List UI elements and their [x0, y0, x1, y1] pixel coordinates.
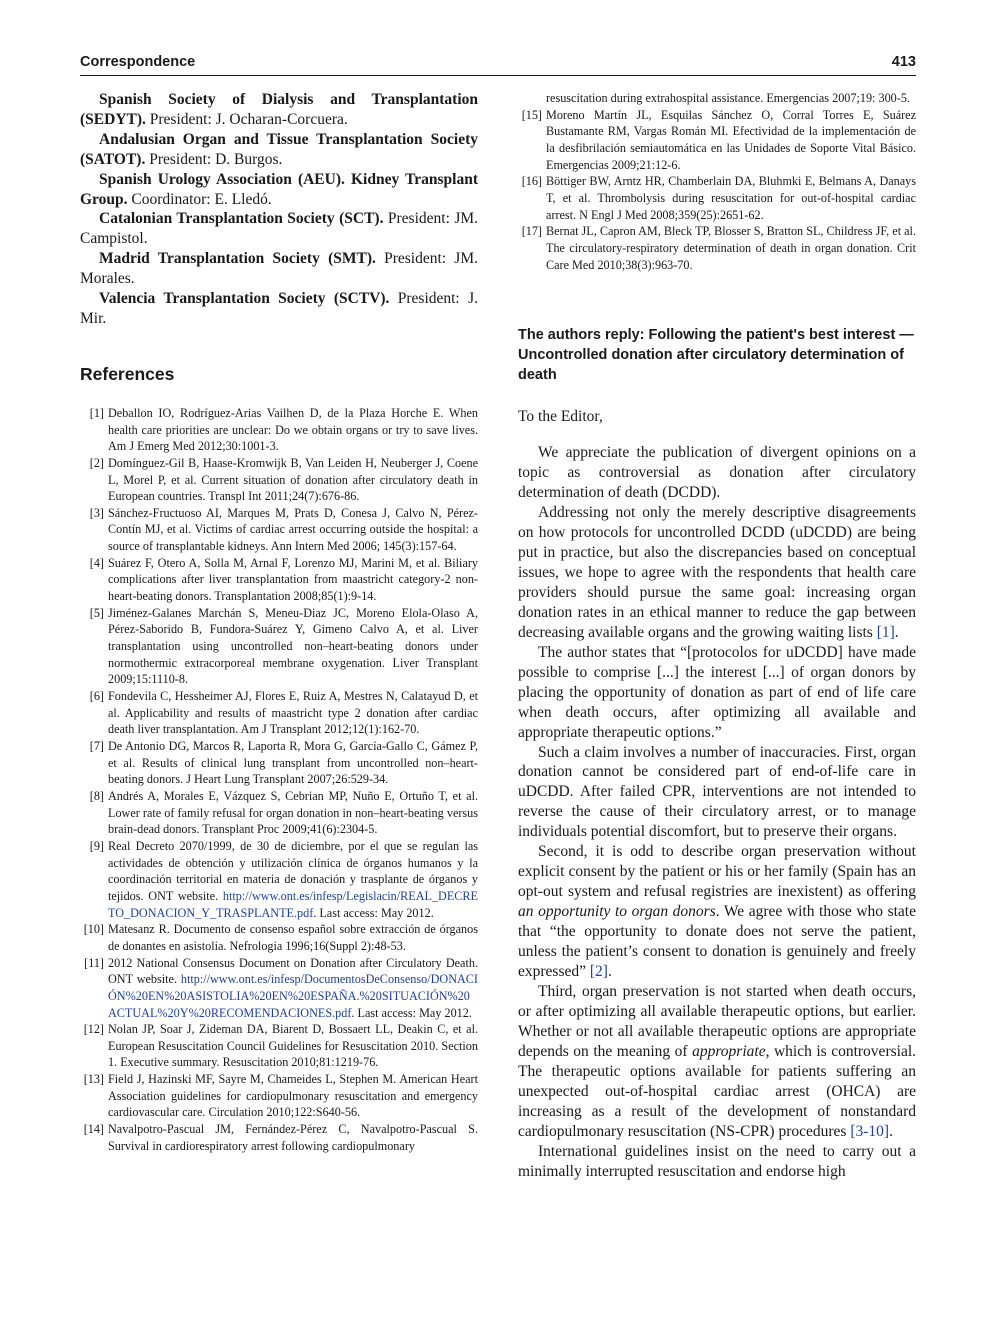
- paragraph-text: Third, organ preservation is not started when death occurs, or after optimizing all available therapeutic options, but earlier. Whether or not all available therapeutic options are appropriate depends on the meaning of: [518, 982, 916, 1060]
- reference-number: [13]: [83, 1072, 104, 1087]
- body-paragraph: We appreciate the publication of divergent opinions on a topic as controversial as donation after circulatory determination of death (DCDD).: [518, 444, 916, 502]
- reference-text: Domínguez-Gil B, Haase-Kromwijk B, Van Leiden H, Neuberger J, Coene L, Morel P, et al. Current situation of donation after circulatory death in European countries. Transpl Int 2011;24(7):676-86.: [108, 455, 478, 504]
- reference-item: [80, 921, 478, 954]
- running-header: [80, 54, 916, 76]
- reference-text: Matesanz R. Documento de consenso español sobre extracción de órganos de donantes en asistolia. Nefrologia 1996;16(Suppl 2):48-53.: [108, 922, 478, 953]
- body-paragraph: International guidelines insist on the need to carry out a minimally interrupted resuscitation and endorse high: [518, 1142, 916, 1180]
- reference-number: [1]: [89, 405, 104, 420]
- reference-number: [7]: [89, 739, 104, 753]
- reference-access: . Last access: May 2012.: [313, 905, 434, 920]
- reference-text: resuscitation during extrahospital assistance. Emergencias 2007;19: 300-5.: [546, 91, 910, 105]
- left-column: [80, 90, 478, 1154]
- reference-text: Jiménez-Galanes Marchán S, Meneu-Diaz JC, Moreno Elola-Olaso A, Pérez-Saborido B, Fundora-Suárez Y, Gimeno Calvo A, et al. Liver transplantation using uncontrolled non–heart-beating donors under normothermic extracorporeal membrane oxygenation. Liver Transplant 2009;15:1110-8.: [108, 605, 478, 687]
- citation-link[interactable]: [2]: [589, 963, 608, 980]
- section-label: Correspondence: [80, 54, 196, 70]
- salutation: To the Editor,: [518, 408, 603, 426]
- reference-item: [80, 1021, 478, 1071]
- society-name: Valencia Transplantation Society (SCTV).: [99, 290, 390, 308]
- reply-body: [518, 443, 916, 1181]
- society-name: Spanish Urology Association (AEU). Kidney Transplant Group.: [80, 170, 478, 208]
- reference-number: [6]: [89, 689, 104, 704]
- reference-text: Deballon IO, Rodríguez-Arias Vailhen D, de la Plaza Horche E. When health care priorities are unclear: Do we obtain organs or try to save lives. Am J Emerg Med 2012;30:1001-3.: [108, 405, 478, 454]
- reference-number: [9]: [89, 838, 104, 853]
- reference-list: [80, 405, 478, 1155]
- society-name: Spanish Society of Dialysis and Transplantation (SEDYT).: [80, 91, 478, 128]
- reference-item: [80, 955, 478, 1022]
- reference-item: [518, 223, 916, 273]
- society-name: Catalonian Transplantation Society (SCT).: [99, 210, 384, 228]
- body-paragraph: Second, it is odd to describe organ preservation without explicit consent by the patient or his or her family (Spain has an opt-out system and refusal registries are inexistent) as offering an opportunity to organ donors. We agree with those who state that “the opportunity to donate does not serve the patient, unless the patient’s consent to donation is genuinely and freely expressed” [2].: [518, 843, 916, 980]
- reference-item: [80, 505, 478, 555]
- society-role: Coordinator: E. Lledó.: [131, 190, 272, 208]
- society-entry: [80, 90, 478, 130]
- emphasis-text: appropriate: [692, 1042, 766, 1060]
- reference-item: [80, 555, 478, 605]
- reference-text: Nolan JP, Soar J, Zideman DA, Biarent D, Bossaert LL, Deakin C, et al. European Resuscitation Council Guidelines for Resuscitation 2010. Section 1. Executive summary. Resuscitation 2010;81:1219-76.: [108, 1022, 478, 1070]
- society-role: President: J. Mir.: [80, 290, 478, 327]
- reference-text: Andrés A, Morales E, Vázquez S, Cebrian MP, Nuño E, Ortuño T, et al. Lower rate of family refusal for organ donation in non–heart-beating versus brain-dead donors. Transplant Proc 2009;41(6):2304-5.: [108, 788, 478, 837]
- body-paragraph: The author states that “[protocolos for uDCDD] have made possible to comprise [...] the interest [...] of organ donors by placing the opportunity of donation as part of end of life care when death occurs, after optimizing all available and appropriate therapeutic options.”: [518, 643, 916, 741]
- reply-title: The authors reply: Following the patient's best interest — Uncontrolled donation after circulatory determination of death: [518, 327, 914, 384]
- paragraph-text: Addressing not only the merely descriptive disagreements on how protocols for uncontrolled DCDD (uDCDD) are being put in practice, but also the discrepancies based on conceptual issues, we hope to agree with the respondents that health care providers should pursue the same goal: increasing organ donation rates in an ethical manner to reduce the gap between decreasing available organs and the growing waiting lists: [518, 504, 916, 641]
- reference-number: [15]: [521, 107, 542, 122]
- reference-number: [10]: [83, 922, 104, 937]
- reference-item: [80, 405, 478, 455]
- reference-text: Bernat JL, Capron AM, Bleck TP, Blosser S, Bratton SL, Childress JF, et al. The circulatory-respiratory determination of death in organ donation. Crit Care Med 2010;38(3):963-70.: [546, 224, 916, 272]
- body-paragraph: Such a claim involves a number of inaccuracies. First, organ donation cannot be considered part of end-of-life care in uDCDD. After failed CPR, interventions are not intended to reverse the cause of their circulatory arrest, or to manage individuals potential discomfort, but to preserve their organs.: [518, 743, 916, 841]
- society-entry: [80, 249, 478, 289]
- reference-number: [11]: [84, 955, 104, 970]
- society-entry: [80, 130, 478, 170]
- society-role: President: J. Ocharan-Corcuera.: [149, 110, 348, 128]
- paragraph-text: Second, it is odd to describe organ preservation without explicit consent by the patient or his or her family (Spain has an opt-out system and refusal registries are inexistent) as offering: [518, 843, 916, 901]
- reference-text: De Antonio DG, Marcos R, Laporta R, Mora G, García-Gallo C, Gámez P, et al. Results of clinical lung transplant from uncontrolled non–heart-beating donors. J Heart Lung Transplant 2007;26:529-34.: [108, 739, 478, 787]
- reference-item: [80, 688, 478, 738]
- reference-number: [16]: [521, 174, 542, 189]
- reference-item: [80, 605, 478, 688]
- reference-access: . Last access: May 2012.: [351, 1005, 472, 1020]
- citation-link[interactable]: [1]: [876, 623, 895, 641]
- reference-number: [14]: [83, 1122, 104, 1137]
- paragraph-text: , which is controversial. The therapeutic options available for patients suffering an unexpected out-of-hospital cardiac arrest (OHCA) are increasing as a result of the development of nonstandard cardiopulmonary resuscitation (NS-CPR) procedures: [518, 1042, 917, 1140]
- reference-text: Sánchez-Fructuoso AI, Marques M, Prats D, Conesa J, Calvo N, Pérez-Contín MJ, et al. Victims of cardiac arrest occurring outside the hospital: a source of transplantable kidneys. Ann Intern Med 2006; 145(3):157-64.: [108, 505, 478, 554]
- society-list: [80, 90, 478, 329]
- body-paragraph: Third, organ preservation is not started when death occurs, or after optimizing all available therapeutic options, but earlier. Whether or not all available therapeutic options are appropriate depends on the meaning of appropriate, which is controversial. The therapeutic options available for patients suffering an unexpected out-of-hospital cardiac arrest (OHCA) are increasing as a result of the development of nonstandard cardiopulmonary resuscitation (NS-CPR) procedures [3-10].: [518, 982, 917, 1140]
- reference-item-continued: [518, 90, 916, 107]
- reference-number: [12]: [83, 1022, 104, 1037]
- society-name: Andalusian Organ and Tissue Transplantation Society (SATOT).: [80, 130, 478, 168]
- reference-item: [518, 107, 916, 174]
- society-role: President: JM. Campistol.: [80, 210, 479, 248]
- page-number: 413: [891, 54, 916, 70]
- reference-text: Böttiger BW, Arntz HR, Chamberlain DA, Bluhmki E, Belmans A, Danays T, et al. Thrombolysis during resuscitation for out-of-hospital cardiac arrest. N Engl J Med 2008;359(25):2651-62.: [546, 174, 916, 222]
- citation-link[interactable]: [3-10]: [850, 1122, 890, 1140]
- reference-number: [8]: [89, 788, 104, 803]
- reference-text: Navalpotro-Pascual JM, Fernández-Pérez C, Navalpotro-Pascual S. Survival in cardiorespiratory arrest following cardiopulmonary: [108, 1122, 478, 1153]
- right-column: [518, 90, 916, 1181]
- reference-link[interactable]: http://www.ont.es/infesp/DocumentosDeConsenso/DONACIÓN%20EN%20ASISTOLIA%20EN%20ESPAÑA.%20SITUACIÓN%20ACTUAL%20Y%20RECOMENDACIONES.pdf: [108, 972, 478, 1020]
- reference-number: [3]: [89, 505, 104, 520]
- reference-text: Field J, Hazinski MF, Sayre M, Chameides L, Stephen M. American Heart Association guidelines for cardiopulmonary resuscitation and emergency cardiovascular care. Circulation 2010;122:S640-56.: [108, 1072, 478, 1120]
- references-heading: References: [80, 363, 175, 384]
- reference-item: [80, 838, 478, 921]
- reference-text: Real Decreto 2070/1999, de 30 de diciembre, por el que se regulan las actividades de obtención y utilización clínica de órganos humanos y la coordinación territorial en materia de donación y trasplante de órganos y tejidos. ONT website.: [108, 838, 478, 903]
- society-entry: [80, 209, 478, 249]
- paragraph-text: . We agree with those who state that “the opportunity to donate does not serve the patient, unless the patient’s consent to donation is genuinely and freely expressed”: [518, 903, 916, 980]
- emphasis-text: an opportunity to organ donors: [518, 903, 716, 921]
- reference-number: [2]: [89, 455, 104, 470]
- reference-item: [80, 1071, 478, 1121]
- reference-text: Moreno Martín JL, Esquilas Sánchez O, Corral Torres E, Suárez Bustamante RM, Vargas Román MI. Efectividad de la implementación de la desfibrilación semiautomática en las Unidades de Soporte Vital Básico. Emergencias 2009;21:12-6.: [546, 107, 916, 172]
- reference-list-continued: [518, 90, 916, 273]
- society-entry: [80, 289, 478, 329]
- reference-number: [17]: [521, 224, 542, 239]
- reference-item: [80, 455, 478, 505]
- reference-text: Fondevila C, Hessheimer AJ, Flores E, Ruiz A, Mestres N, Calatayud D, et al. Applicability and results of maastricht type 2 donation after cardiac death liver transplantation. Am J Transplant 2012;12(1):162-70.: [108, 689, 478, 737]
- reference-link[interactable]: http://www.ont.es/infesp/Legislacin/REAL_DECRETO_DONACION_Y_TRASPLANTE.pdf: [108, 888, 479, 920]
- header-rule: [80, 75, 916, 76]
- reference-item: [518, 173, 916, 223]
- reference-text: Suárez F, Otero A, Solla M, Arnal F, Lorenzo MJ, Marini M, et al. Biliary complications after liver transplantation from maastricht category-2 non-heart-beating donors. Transplantation 2008;85(1):9-14.: [108, 555, 478, 604]
- reference-number: [4]: [89, 555, 104, 570]
- reference-item: [80, 788, 478, 838]
- society-role: President: JM. Morales.: [80, 250, 479, 288]
- reference-item: [80, 738, 478, 788]
- society-entry: [80, 170, 478, 210]
- reference-item: [80, 1121, 478, 1154]
- society-name: Madrid Transplantation Society (SMT).: [99, 250, 376, 268]
- society-role: President: D. Burgos.: [149, 150, 283, 168]
- body-paragraph: Addressing not only the merely descriptive disagreements on how protocols for uncontrolled DCDD (uDCDD) are being put in practice, but also the discrepancies based on conceptual issues, we hope to agree with the respondents that health care providers should pursue the same goal: increasing organ donation rates in an ethical manner to reduce the gap between decreasing available organs and the growing waiting lists [1].: [518, 504, 916, 641]
- reference-text: 2012 National Consensus Document on Donation after Circulatory Death. ONT website.: [108, 955, 478, 987]
- reference-number: [5]: [89, 605, 104, 620]
